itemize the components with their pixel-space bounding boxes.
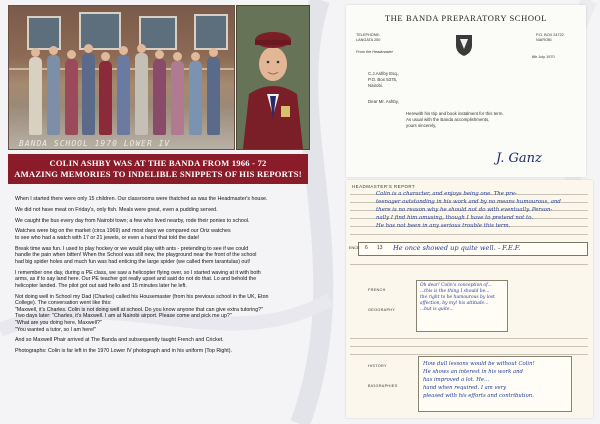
article-paragraph: When I started there were only 15 children. Our classrooms were thatched as was the Headmaster's house. — [15, 196, 268, 202]
article-paragraph: We caught the bus every day from Nairobi town; a few who lived nearby, rode their ponies to school. — [15, 217, 250, 224]
report-heading: HEADMASTER'S REPORT — [352, 184, 416, 189]
article-paragraph: Break time was fun. I used to play hockey or we would play with ants - pretending to see if we could handle the pain when bitten! When the School was still new, the playground near the front of the school had big spider holes and much fun was had enticing the large spider (we called them tarantulas) out! — [15, 245, 257, 265]
headline-line-1: COLIN ASHBY WAS AT THE BANDA FROM 1966 - 72 — [49, 158, 267, 168]
history-comment: How dull lessons would be without Colin! He shows an interest in his work and has improved a lot. He... hand when required. I am very pleased with his efforts and contribution. — [423, 361, 535, 399]
headmaster-letter — [346, 5, 586, 177]
portrait-photo — [236, 5, 310, 150]
article-paragraph: And so Maxwell Phair arrived at The Banda and subsequently taught French and Cricket. — [15, 337, 224, 344]
article-paragraph: Watches were big on the market (circa 1969) and most days we compared our Oriz watches to see who had a watch with 17 or 21 jewels, or even a hand that told the date! — [15, 228, 231, 241]
letter-telephone: TELEPHONE: LANGATA 250 — [356, 33, 381, 42]
report-insert — [349, 242, 588, 256]
french-comment: Oh dear! Colin's conception of... ...this is the thing I should be... the right to be humourous by lost affection, by my! his attitude... ...but is quite... — [420, 283, 495, 312]
letter-signature: J. Ganz — [496, 151, 542, 166]
letter-salutation: Dear Mr. Ashby, — [368, 99, 399, 104]
insert-label: ENCE — [349, 246, 360, 250]
insert-value-a: 6 — [365, 245, 368, 251]
article-paragraph: I remember one day, during a PE class, we saw a helicopter flying over, so I started waving at it with both arms, as if to say land here. Our PE teacher got really upset and said do not do that. Lo and behold the helicopter landed. The pilot got out said hello and 15 minutes later he left. — [15, 269, 261, 289]
letter-body: Herewith his trip and book instalment for this term. As usual with the Banda accomplishments, yours sincerely, — [406, 111, 504, 128]
article-paragraph: Not doing well in School my Dad (Charles) called his Housemaster (from his previous school in the UK, Eton College). The conversation went like this: "Maxwell, it's Charles. Colin is not doing well at school. Do you know anyone that can give extra tutoring?" Two days later: "Charles, it's Maxwell. I am at Nairobi airport. Please come and pick me up?" "What are you doing here, Maxwell?" "You wanted a tutor, so I am here!" — [15, 293, 269, 333]
letter-school-name: THE BANDA PREPARATORY SCHOOL — [384, 13, 548, 23]
letter-from: From the Headmaster — [356, 50, 393, 54]
subject-geography: GEOGRAPHY — [368, 308, 396, 312]
letter-date: 8th July 1970 — [532, 55, 555, 59]
letter-address-box: P.O. BOX 24722 NAIROBI — [536, 33, 564, 42]
school-crest-icon — [454, 33, 474, 57]
article-paragraph: We did not have meat on Friday's, only fish. Meals were great, even a pudding served. — [15, 206, 218, 213]
french-comment-box — [416, 280, 508, 332]
insert-value-b: 13 — [377, 245, 383, 251]
headmaster-comment: Colin is a character, and enjoys being one. The pre- teenager outstanding in his work and by no means humourous, and there is no reason why he should not do with eventually. Person- nally I find him amusing, though I have to pretend not to. He has not been in any serious trouble this term. — [376, 191, 561, 229]
subject-french: FRENCH — [368, 288, 386, 292]
letter-recipient: C.J.Ashby Esq., P.O. Box 5375, Nairobi. — [368, 71, 400, 88]
school-report — [346, 180, 593, 418]
insert-comment: He once showed up quite well. - F.E.F. — [393, 244, 521, 252]
headline-line-2: AMAZING MEMORIES TO INDELIBLE SNIPPETS OF HIS REPORTS! — [14, 169, 302, 179]
article-paragraph: Photographs: Colin is far left in the 1970 Lower IV photograph and in his uniform (Top Right). — [15, 348, 233, 355]
subject-biographies: BIOGRAPHIES — [368, 384, 398, 388]
history-comment-box — [418, 356, 572, 412]
article-text — [15, 196, 310, 359]
class-photo — [8, 5, 235, 150]
headline-banner — [8, 154, 308, 184]
photo-caption: BANDA SCHOOL 1970 LOWER IV — [19, 139, 171, 148]
subject-history: HISTORY — [368, 364, 387, 368]
